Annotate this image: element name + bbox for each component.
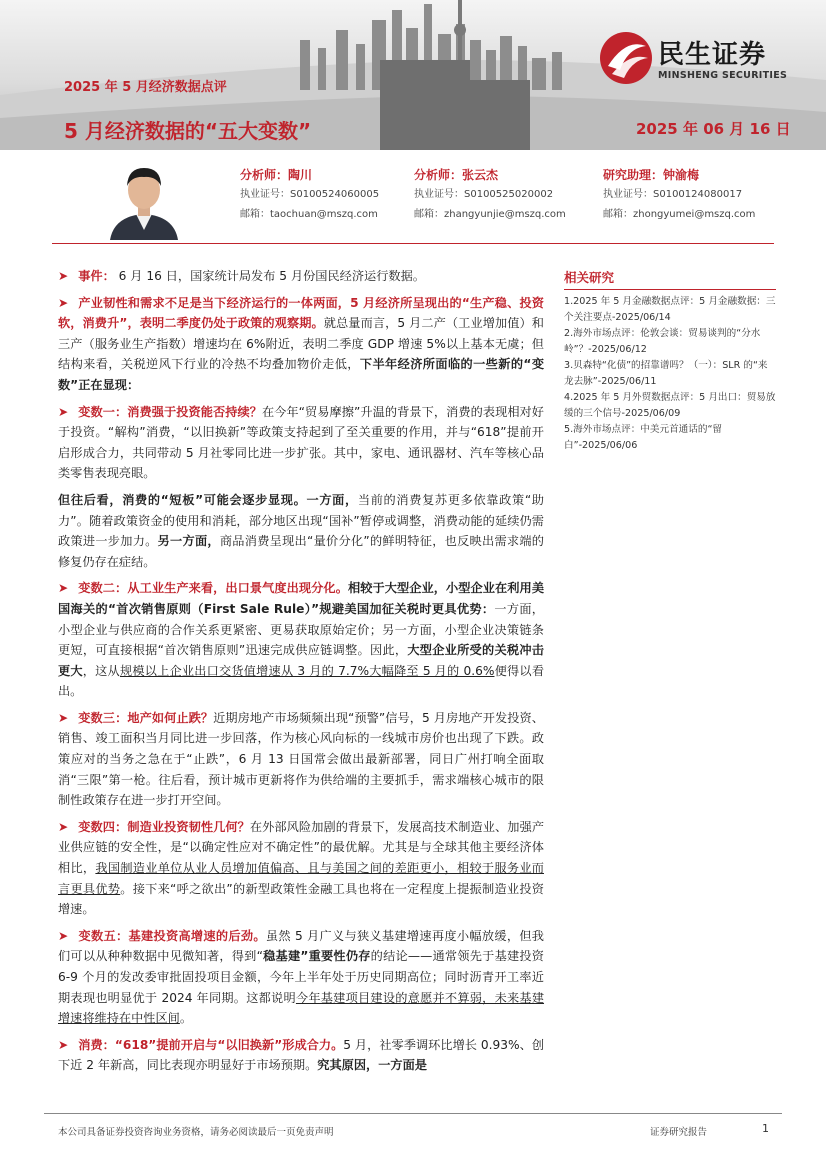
related-research-item[interactable]: 3.贝森特“化债”的招靠谱吗？（一）：SLR 的“来龙去脉”-2025/06/11 — [564, 360, 768, 387]
analyst-name: 分析师：陶川 — [240, 168, 313, 182]
paragraph-variable-2 — [58, 578, 544, 702]
analyst-avatar — [104, 156, 184, 240]
related-research-item[interactable]: 4.2025 年 5 月外贸数据点评：5 月出口：贸易放缓的三个信号-2025/06/09 — [564, 392, 776, 419]
outlook-bold-2: 另一方面， — [157, 534, 220, 549]
related-research-item[interactable]: 2.海外市场点评：伦敦会谈：贸易谈判的“分水岭”？-2025/06/12 — [564, 328, 761, 355]
variable-2-heading: 变数二：从工业生产来看，出口景气度出现分化。 — [78, 581, 348, 596]
related-research-sidebar — [564, 270, 776, 454]
variable-1-text: 在今年“贸易摩擦”升温的背景下，消费的表现相对好于投资。“解构”消费，“以旧换新”等政策支持起到了至关重要的作用，并与“618”提前开启形成合力，共同带动 5 月社零同比进一步扩张。其中，家电、通讯器材、汽车等核心品类零售表现亮眼。 — [58, 404, 544, 481]
variable-2-bold-2: 大型企业所受的关税冲击更大 — [58, 643, 544, 678]
main-body — [58, 266, 544, 1082]
variable-5-text-2: 的结论——通常领先于基建投资 6-9 个月的发改委审批固投项目金额，今年上半年处于历史同期高位；同时沥青开工率近期表现也明显优于 2024 年同期。这都说明 — [58, 949, 544, 1005]
report-series-label: 2025 年 5 月经济数据点评 — [64, 80, 227, 95]
variable-3-text: 近期房地产市场频频出现“预警”信号，5 月房地产开发投资、销售、竣工面积当月同比进一步回落，作为核心风向标的一线城市房价也出现了下跌。政策应对的当务之急在于“止跌”，6 月 13 日国常会做出最新部署，同日广州打响全面取消“三限”第一枪。往后看，预计城市更新将作为供给端的主要抓手，需求端核心城市的限制性政策存在进一步打开空间。 — [58, 710, 544, 808]
arrow-icon: ➤ — [58, 269, 69, 283]
report-date: 2025 年 06 月 16 日 — [636, 120, 791, 138]
variable-2-text-2: ，这从 — [82, 663, 120, 678]
variable-5-heading: 变数五：基建投资高增速的后劲。 — [78, 928, 266, 943]
outlook-text-2: 商品消费呈现出“量价分化”的鲜明特征，也反映出需求端的修复仍存在症结。 — [58, 534, 544, 569]
analyst-cert: 执业证号：S0100525020002 — [414, 189, 554, 200]
arrow-icon: ➤ — [58, 404, 69, 419]
paragraph-consumption — [58, 1035, 544, 1076]
variable-3-heading: 变数三：地产如何止跌？ — [78, 710, 214, 725]
arrow-icon: ➤ — [58, 928, 69, 943]
footer-disclaimer: 本公司具备证券投资咨询业务资格，请务必阅读最后一页免责声明 — [58, 1127, 334, 1138]
analyst-email: 邮箱：taochuan@mszq.com — [240, 209, 378, 220]
minsheng-logo — [598, 30, 808, 90]
analyst-name: 分析师：张云杰 — [414, 168, 499, 182]
variable-5-text-3: 。 — [179, 1011, 193, 1026]
arrow-icon: ➤ — [58, 581, 69, 596]
footer-divider — [44, 1113, 782, 1114]
outlook-bold: 但往后看，消费的“短板”可能会逐步显现。一方面， — [58, 492, 358, 507]
paragraph-consumption-outlook — [58, 490, 544, 572]
analyst-email: 邮箱：zhongyumei@mszq.com — [603, 209, 756, 220]
paragraph-event — [58, 266, 544, 287]
arrow-icon: ➤ — [58, 819, 69, 834]
consumption-text: 5 月，社零季调环比增长 0.93%、创下近 2 年新高，同比表现亦明显好于市场预期。 — [58, 1037, 545, 1073]
analyst-cert: 执业证号：S0100124080017 — [603, 189, 743, 200]
event-label: 事件： — [78, 269, 115, 283]
report-title: 5 月经济数据的“五大变数” — [64, 119, 312, 143]
paragraph-variable-3 — [58, 708, 544, 811]
variable-1-heading: 变数一：消费强于投资能否持续？ — [78, 404, 262, 419]
paragraph-variable-5 — [58, 926, 544, 1029]
summary-headline: 产业韧性和需求不足是当下经济运行的一体两面，5 月经济所呈现出的“生产稳、投资软，消费升”，表明二季度仍处于政策的观察期。 — [58, 295, 544, 331]
arrow-icon: ➤ — [58, 1037, 69, 1052]
summary-text: 就总量而言，5 月二产（工业增加值）和三产（服务业生产指数）增速均在 6%附近，表明二季度 GDP 增速 5%以上基本无虞；但结构来看，关税逆风下行业的冷热不均叠加物价走低， — [58, 316, 544, 372]
paragraph-summary — [58, 293, 544, 396]
analyst-3 — [603, 165, 755, 225]
variable-4-text-2: 。接下来“呼之欲出”的新型政策性金融工具也将在一定程度上提振制造业投资增速。 — [58, 881, 544, 917]
logo-text-cn: 民生证券 — [658, 40, 767, 70]
header-divider — [52, 243, 774, 244]
analyst-email: 邮箱：zhangyunjie@mszq.com — [414, 209, 566, 220]
related-research-item[interactable]: 5.海外市场点评：中美元首通话的“留白”-2025/06/06 — [564, 424, 723, 451]
variable-5-bold: 稳基建”重要性仍存 — [262, 949, 371, 964]
page-number: 1 — [762, 1122, 769, 1135]
logo-mark-icon — [598, 30, 654, 86]
variable-5-underline: 今年基建项目建设的意愿并不算弱，未来基建增速将维持在中性区间 — [58, 990, 545, 1026]
variable-2-text: 一方面，小型企业与供应商的合作关系更紧密、更易获取原始定价；另一方面，小型企业决策链条更短，可直接根据“首次销售原则”迅速完成供应链调整。因此， — [58, 601, 544, 658]
analyst-name: 研究助理：钟渝梅 — [603, 168, 700, 182]
footer-report-type: 证券研究报告 — [650, 1127, 708, 1138]
summary-bold: 下半年经济所面临的一些新的“变数”正在显现： — [58, 357, 545, 392]
variable-2-underline: 规模以上企业出口交货值增速从 3 月的 7.7%大幅降至 5 月的 0.6% — [119, 663, 495, 678]
variable-4-text: 在外部风险加剧的背景下，发展高技术制造业、加强产业供应链的安全性，是“以确定性应对不确定性”的最优解。尤其是与全球其他主要经济体相比， — [58, 819, 545, 876]
consumption-bold: 究其原因，一方面是 — [317, 1058, 427, 1073]
analyst-1 — [240, 165, 379, 225]
variable-4-heading: 变数四：制造业投资韧性几何？ — [78, 819, 250, 834]
logo-text-en: MINSHENG SECURITIES — [658, 70, 788, 81]
analyst-2 — [414, 165, 566, 225]
paragraph-variable-1 — [58, 402, 544, 484]
arrow-icon: ➤ — [58, 295, 69, 310]
consumption-heading: 消费：“618”提前开启与“以旧换新”形成合力。 — [78, 1037, 344, 1052]
header-banner — [0, 0, 826, 150]
variable-4-underline: 我国制造业单位从业人员增加值偏高、且与美国之间的差距更小，相较于服务业而言更具优势 — [58, 861, 544, 896]
related-research-item[interactable]: 1.2025 年 5 月金融数据点评：5 月金融数据：三个关注要点-2025/06/14 — [564, 296, 776, 323]
related-research-title: 相关研究 — [564, 270, 776, 290]
variable-2-bold: 相较于大型企业，小型企业在利用美国海关的“首次销售原则（First Sale Rule）”规避美国加征关税时更具优势： — [58, 581, 545, 616]
variable-2-text-3: 便得以看出。 — [58, 663, 545, 699]
paragraph-variable-4 — [58, 817, 544, 920]
event-text: 6 月 16 日，国家统计局发布 5 月份国民经济运行数据。 — [118, 269, 425, 283]
analyst-cert: 执业证号：S0100524060005 — [240, 189, 380, 200]
outlook-text: 当前的消费复苏更多依靠政策“助力”。随着政策资金的使用和消耗，部分地区出现“国补”暂停或调整，消费动能的延续仍需政策进一步加力。 — [58, 492, 544, 549]
variable-5-text: 虽然 5 月广义与狭义基建增速再度小幅放缓，但我们可以从种种数据中见微知著，得到“ — [58, 928, 544, 964]
arrow-icon: ➤ — [58, 710, 69, 725]
